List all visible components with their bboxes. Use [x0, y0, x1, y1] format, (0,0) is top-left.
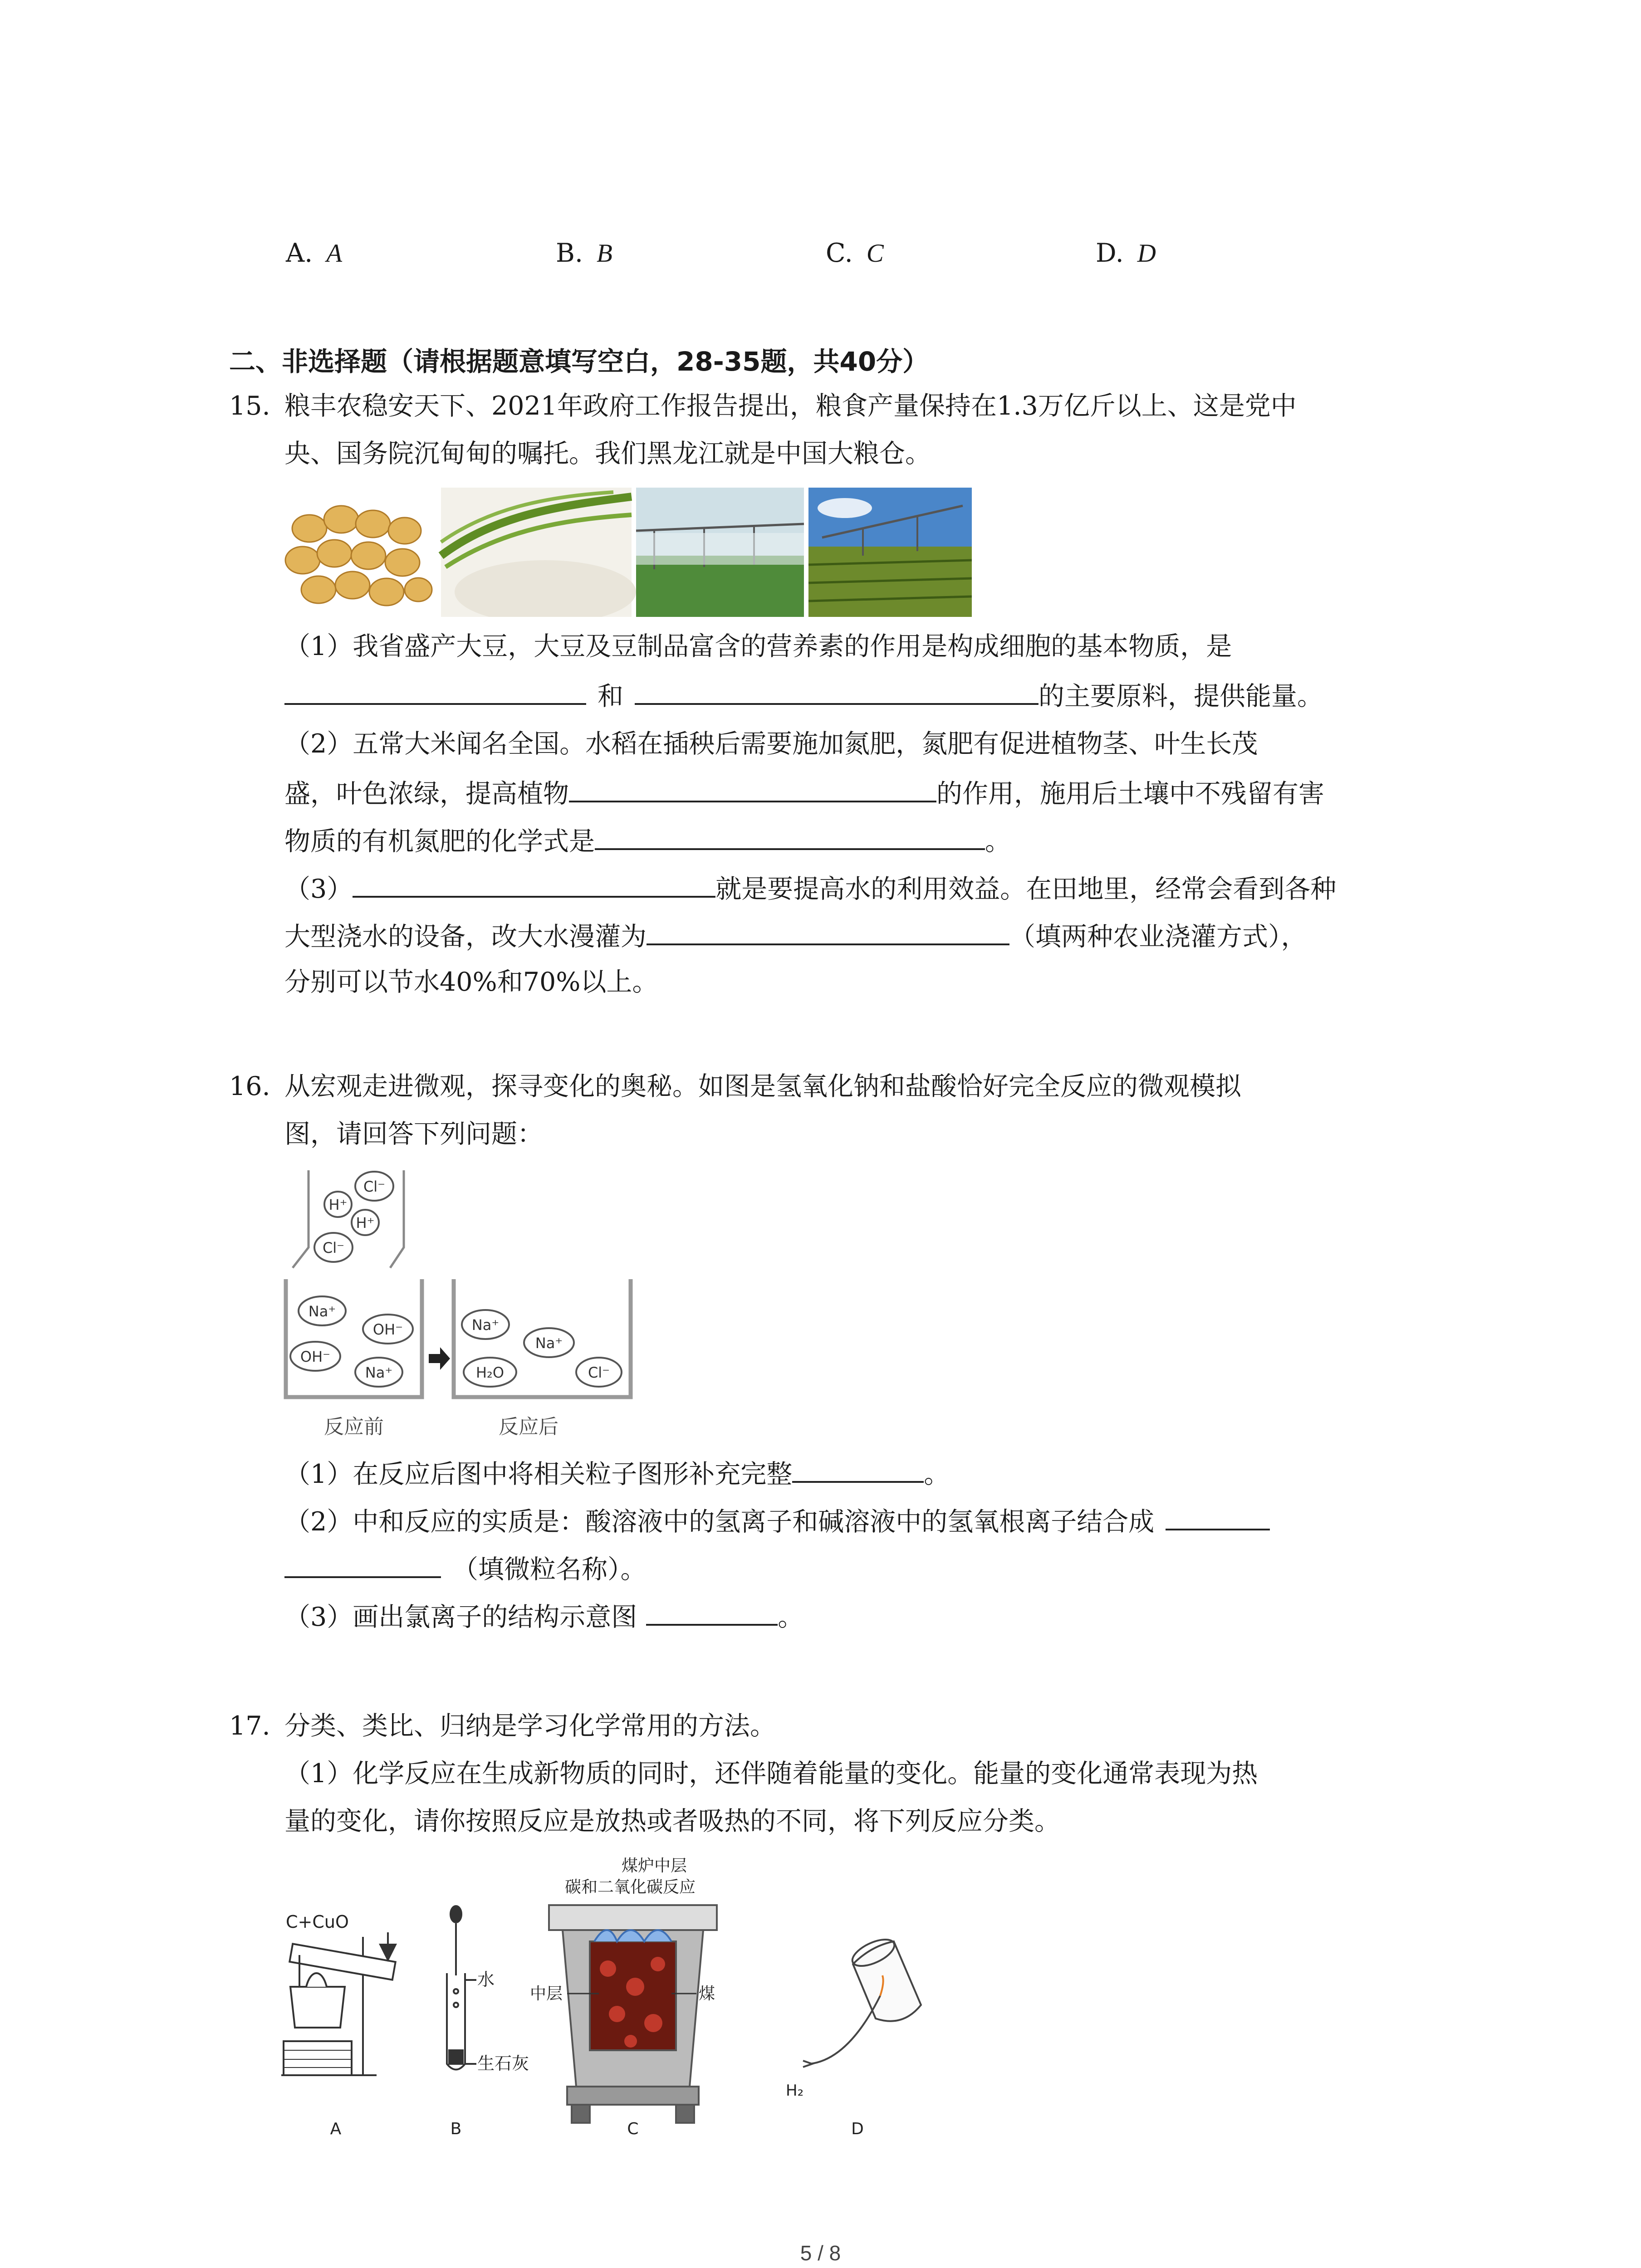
neutralization-diagram: [281, 1166, 644, 1456]
b-water-label: 水: [477, 1970, 495, 1989]
q15-p3-line3: 分别可以节水40%和70%以上。: [284, 967, 658, 997]
fig-letter-c: C: [627, 2120, 639, 2138]
q15-p1-and: 和: [598, 681, 623, 711]
q15-intro-text: 粮丰农稳安天下、2021年政府工作报告提出，粮食产量保持在1.3万亿斤以上、这是党中: [284, 391, 1297, 421]
q15-p1-line1: （1）我省盛产大豆，大豆及豆制品富含的营养素的作用是构成细胞的基本物质，是: [284, 631, 1232, 661]
answer-blank[interactable]: [646, 1597, 778, 1626]
answer-blank[interactable]: [635, 676, 1038, 705]
q16-p2-text: （2）中和反应的实质是：酸溶液中的氢离子和碱溶液中的氢氧根离子结合成: [284, 1507, 1155, 1537]
crop-photos: [282, 488, 972, 617]
question-number: 17.: [229, 1711, 270, 1741]
apparatus-c: [549, 1905, 717, 2123]
q15-p2-line3: [284, 821, 1011, 860]
answer-blank[interactable]: [647, 916, 1009, 945]
ion-label: Na⁺: [471, 1316, 500, 1334]
q15-p2c-end: 。: [985, 826, 1011, 856]
c-title-1: 煤炉中层: [622, 1857, 687, 1875]
q16-intro-line2: 图，请回答下列问题：: [284, 1119, 543, 1149]
answer-blank[interactable]: [284, 1549, 441, 1578]
section-title: 二、非选择题（请根据题意填写空白，28-35题，共40分）: [229, 346, 929, 377]
apparatus-a: [281, 1912, 396, 2075]
apparatus-b: [447, 1906, 476, 2070]
apparatus-d: [803, 1934, 921, 2067]
q15-p2-end: 的作用，施用后土壤中不残留有害: [936, 779, 1324, 809]
ion-label: Na⁺: [365, 1364, 393, 1381]
q17-p1-line1: （1）化学反应在生成新物质的同时，还伴随着能量的变化。能量的变化通常表现为热: [284, 1759, 1258, 1789]
question-number: 15.: [229, 391, 270, 421]
q15-p2-line1: （2）五常大米闻名全国。水稻在插秧后需要施加氮肥，氮肥有促进植物茎、叶生长茂: [284, 729, 1258, 759]
a-label: C+CuO: [286, 1912, 349, 1932]
arrow-icon: [429, 1347, 450, 1370]
answer-blank[interactable]: [792, 1454, 924, 1483]
reaction-apparatus: [272, 1851, 953, 2141]
q15-p1-line2: [284, 676, 1323, 714]
fig-letter-a: A: [330, 2120, 342, 2138]
q17-intro: [229, 1708, 776, 1744]
fig-letter-b: B: [450, 2120, 462, 2138]
soybean-photo: [282, 488, 436, 617]
q15-p3-line1: [284, 869, 1336, 907]
option-value: A: [326, 239, 343, 268]
ion-label: H⁺: [356, 1214, 375, 1232]
answer-blank[interactable]: [1166, 1501, 1270, 1530]
q15-p3b-end: （填两种农业浇灌方式），: [1009, 922, 1307, 952]
ion-label: Na⁺: [535, 1334, 563, 1352]
q15-intro-line1: [229, 388, 1297, 424]
page-number: 5 / 8: [800, 2241, 841, 2265]
q15-p2-line2: [284, 773, 1324, 812]
q16-p3-end: 。: [778, 1602, 804, 1632]
q16-p1: [284, 1454, 950, 1492]
ion-label: Cl⁻: [588, 1364, 610, 1381]
answer-blank[interactable]: [353, 869, 715, 898]
answer-blank[interactable]: [595, 821, 985, 850]
q15-p2-start: 盛，叶色浓绿，提高植物: [284, 779, 569, 809]
ion-label: H₂O: [475, 1364, 505, 1381]
option-b[interactable]: [556, 238, 612, 268]
option-value: C: [866, 239, 884, 268]
option-letter: C.: [826, 238, 853, 268]
q15-p3-end: 就是要提高水的利用效益。在田地里，经常会看到各种: [715, 874, 1337, 904]
d-gas-label: H₂: [786, 2082, 804, 2100]
ion-label: OH⁻: [372, 1321, 403, 1338]
irrigation-photo: [636, 488, 804, 617]
q15-p1-end: 的主要原料，提供能量。: [1038, 681, 1323, 711]
answer-blank[interactable]: [569, 773, 936, 802]
ion-label: OH⁻: [300, 1348, 331, 1365]
label-after: 反应后: [499, 1415, 558, 1438]
c-mid-label: 中层: [530, 1984, 563, 2003]
option-c[interactable]: [826, 238, 884, 268]
q16-p1-end: 。: [924, 1459, 950, 1489]
c-coal-label: 煤: [699, 1984, 715, 2003]
q15-p2c-start: 物质的有机氮肥的化学式是: [284, 826, 595, 856]
option-value: B: [597, 239, 612, 268]
c-title-2: 碳和二氧化碳反应: [565, 1878, 696, 1897]
ion-label: Cl⁻: [363, 1178, 386, 1195]
option-a[interactable]: [286, 238, 342, 268]
ion-label: Cl⁻: [322, 1239, 345, 1256]
option-d[interactable]: [1096, 238, 1156, 268]
b-lime-label: 生石灰: [477, 2053, 529, 2073]
q16-intro-text: 从宏观走进微观，探寻变化的奥秘。如图是氢氧化钠和盐酸恰好完全反应的微观模拟: [284, 1071, 1241, 1101]
ion-label: Na⁺: [308, 1303, 336, 1320]
field-photo: [808, 488, 972, 617]
question-number: 16.: [229, 1071, 270, 1101]
option-value: D: [1137, 239, 1156, 268]
q15-p3-line2: [284, 916, 1307, 955]
q16-p3-text: （3）画出氯离子的结构示意图: [284, 1602, 637, 1632]
fig-letter-d: D: [851, 2120, 864, 2138]
option-letter: B.: [556, 238, 583, 268]
ion-label: H⁺: [328, 1196, 348, 1213]
q16-p1-text: （1）在反应后图中将相关粒子图形补充完整: [284, 1459, 793, 1489]
q16-p2-line2: [284, 1549, 647, 1588]
q16-p2-line1: [284, 1501, 1270, 1540]
q15-p3-start: （3）: [284, 874, 353, 904]
option-letter: D.: [1096, 238, 1124, 268]
answer-blank[interactable]: [284, 676, 586, 705]
q17-p1-line2: 量的变化，请你按照反应是放热或者吸热的不同，将下列反应分类。: [284, 1806, 1060, 1836]
beaker-ions: [290, 1296, 622, 1387]
q15-p3b-start: 大型浇水的设备，改大水漫灌为: [284, 922, 647, 952]
label-before: 反应前: [324, 1415, 384, 1438]
q16-intro-line1: [229, 1068, 1241, 1105]
rice-photo: [441, 488, 636, 617]
q17-intro-text: 分类、类比、归纳是学习化学常用的方法。: [284, 1711, 776, 1741]
q15-intro-line2: 央、国务院沉甸甸的嘱托。我们黑龙江就是中国大粮仓。: [284, 439, 931, 469]
option-letter: A.: [286, 238, 313, 268]
q16-p3: [284, 1597, 803, 1635]
q16-p2-end: （填微粒名称）。: [452, 1554, 647, 1584]
